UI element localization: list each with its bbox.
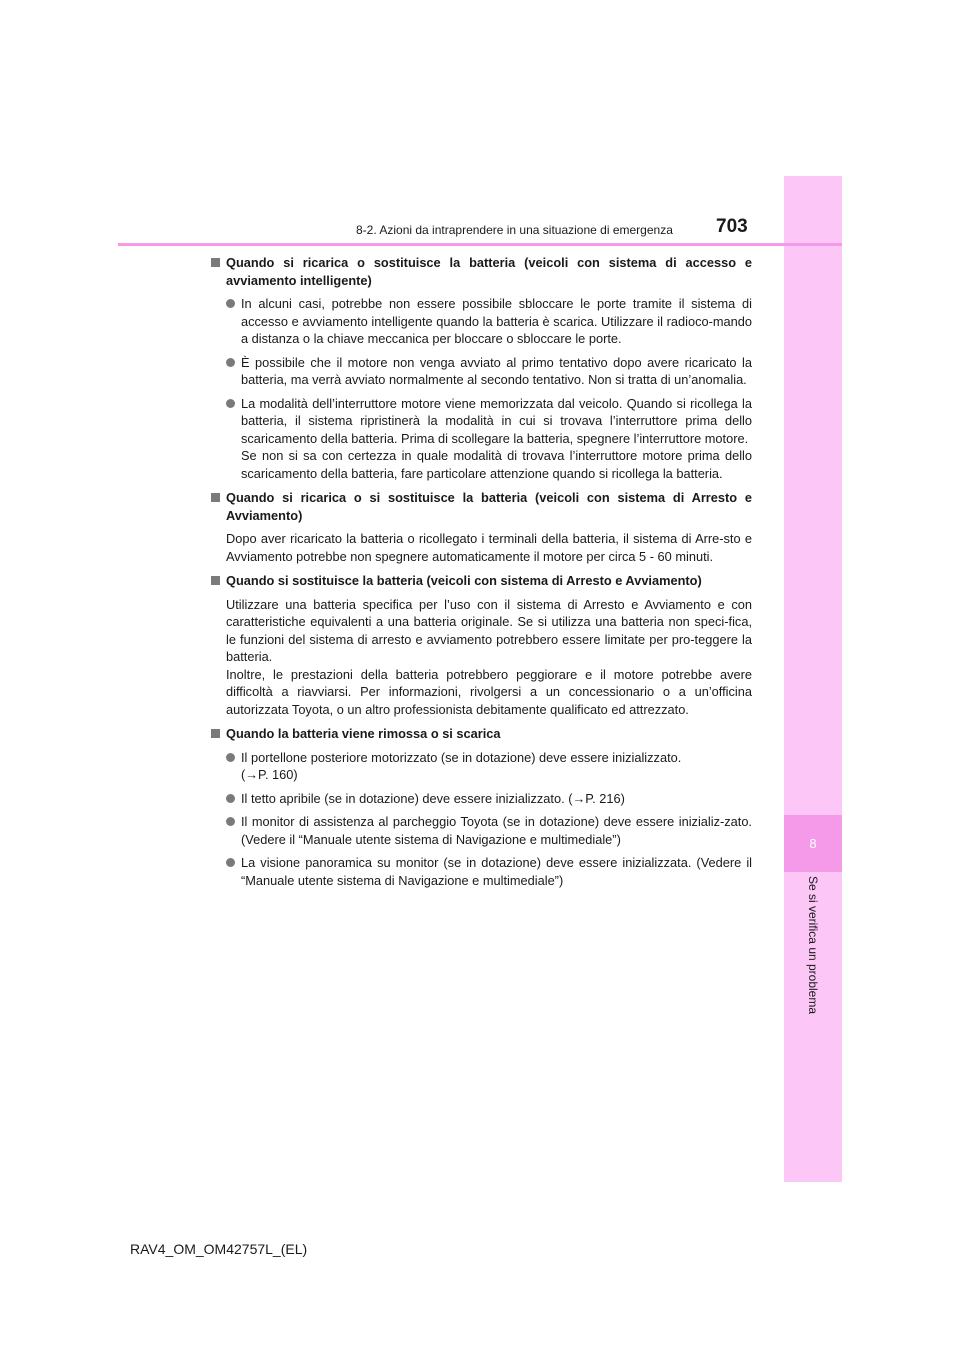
section-stop-start-charge xyxy=(209,489,752,565)
round-bullet-icon xyxy=(226,817,235,826)
list-item: Il monitor di assistenza al parcheggio Toyota (se in dotazione) deve essere inizializ-zato. (Vedere il “Manuale utente sistema di Navigazione e multimediale”) xyxy=(209,813,752,848)
page-content xyxy=(209,254,752,896)
round-bullet-icon xyxy=(226,299,235,308)
section-paragraph: Utilizzare una batteria specifica per l’uso con il sistema di Arresto e Avviamento e con caratteristiche equivalenti a una batteria originale. Se si utilizza una batteria non speci-fica, le funzioni del sistema di arresto e avviamento potrebbero essere limitate per pro-teggere la batteria. Inoltre, le prestazioni della batteria potrebbero peggiorare e il motore potrebbe avere difficoltà a riavviarsi. Per informazioni, rivolgersi a un concessionario o a un’officina autorizzata Toyota, o un altro professionista debitamente qualificato ed attrezzato. xyxy=(226,596,752,717)
section-title: Quando si ricarica o sostituisce la batteria (veicoli con sistema di accesso e avviamento intelligente) xyxy=(209,254,752,289)
section-header-title: 8-2. Azioni da intraprendere in una situazione di emergenza xyxy=(356,223,673,237)
round-bullet-icon xyxy=(226,858,235,867)
round-bullet-icon xyxy=(226,358,235,367)
chapter-label: Se si verifica un problema xyxy=(806,875,820,1015)
section-title: Quando si ricarica o si sostituisce la batteria (veicoli con sistema di Arresto e Avviamento) xyxy=(209,489,752,524)
header-divider xyxy=(118,243,842,246)
list-item: Il portellone posteriore motorizzato (se in dotazione) deve essere inizializzato. (→P. 160) xyxy=(209,749,752,784)
square-bullet-icon xyxy=(211,576,220,585)
section-smart-entry-battery xyxy=(209,254,752,482)
square-bullet-icon xyxy=(211,493,220,502)
list-item: Il tetto apribile (se in dotazione) deve essere inizializzato. (→P. 216) xyxy=(209,790,752,808)
chapter-number-badge: 8 xyxy=(784,815,842,872)
list-item: La visione panoramica su monitor (se in dotazione) deve essere inizializzata. (Vedere il “Manuale utente sistema di Navigazione e multimediale”) xyxy=(209,854,752,889)
document-code: RAV4_OM_OM42757L_(EL) xyxy=(130,1241,308,1257)
square-bullet-icon xyxy=(211,258,220,267)
section-battery-removed xyxy=(209,725,752,889)
round-bullet-icon xyxy=(226,399,235,408)
round-bullet-icon xyxy=(226,794,235,803)
section-paragraph: Dopo aver ricaricato la batteria o ricollegato i terminali della batteria, il sistema di Arre-sto e Avviamento potrebbe non spegnere automaticamente il motore per circa 5 - 60 minuti. xyxy=(226,531,752,564)
list-item: In alcuni casi, potrebbe non essere possibile sbloccare le porte tramite il sistema di accesso e avviamento intelligente quando la batteria è scarica. Utilizzare il radioco-mando a distanza o la chiave meccanica per bloccare o sbloccare le porte. xyxy=(209,295,752,348)
chapter-side-tab xyxy=(784,176,842,1182)
page-number: 703 xyxy=(716,216,748,237)
round-bullet-icon xyxy=(226,753,235,762)
section-title: Quando si sostituisce la batteria (veicoli con sistema di Arresto e Avviamento) xyxy=(209,572,752,590)
square-bullet-icon xyxy=(211,729,220,738)
section-title: Quando la batteria viene rimossa o si scarica xyxy=(209,725,752,743)
list-item: È possibile che il motore non venga avviato al primo tentativo dopo avere ricaricato la batteria, ma verrà avviato normalmente al secondo tentativo. Non si tratta di un’anomalia. xyxy=(209,354,752,389)
section-stop-start-replace xyxy=(209,572,752,718)
list-item: La modalità dell’interruttore motore viene memorizzata dal veicolo. Quando si ricollega la batteria, il sistema ripristinerà la modalità in cui si trovava l’interruttore prima dello scaricamento della batteria. Prima di scollegare la batteria, spegnere l’interruttore motore. Se non si sa con certezza in quale modalità di trovava l’interruttore motore prima dello scaricamento della batteria, fare particolare attenzione quando si ricollega la batteria. xyxy=(209,395,752,483)
